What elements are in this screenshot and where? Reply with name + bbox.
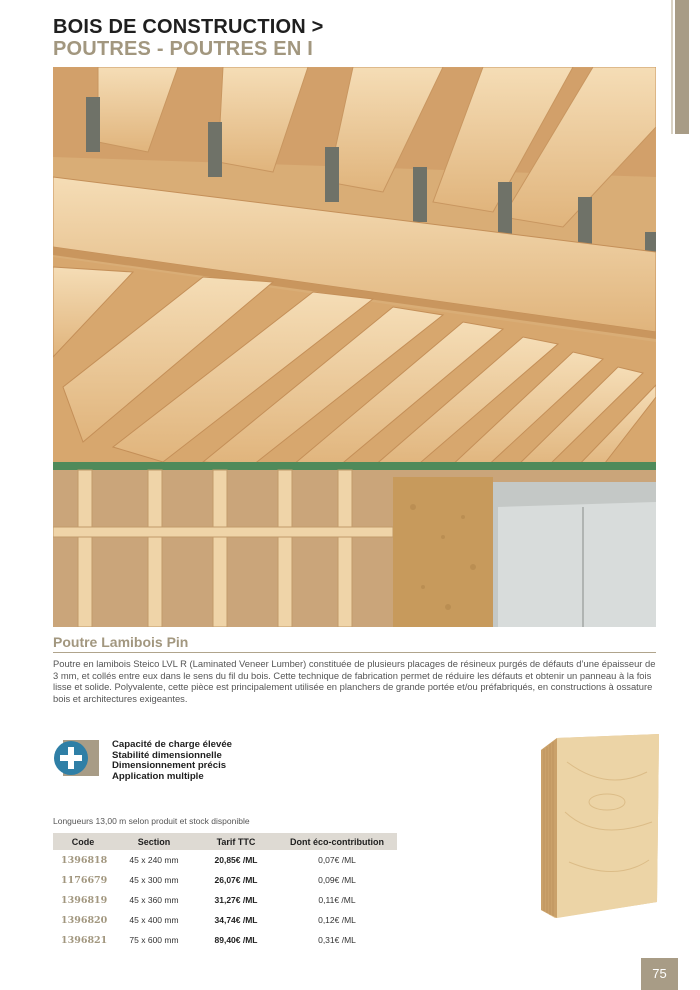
feature-item: Application multiple — [112, 770, 204, 782]
cell-tarif: 26,07€ /ML — [214, 875, 258, 885]
title-divider — [53, 652, 656, 653]
side-decor-bar — [675, 0, 689, 134]
feature-item: Capacité de charge élevée — [112, 739, 232, 750]
table-row — [53, 870, 397, 890]
cell-section: 45 x 240 mm — [129, 855, 179, 865]
subcategory-title: POUTRES - POUTRES EN I — [53, 38, 313, 60]
cell-eco: 0,07€ /ML — [318, 855, 356, 865]
plus-icon — [53, 740, 99, 776]
cell-code: 1396818 — [61, 854, 108, 866]
category-title: BOIS DE CONSTRUCTION > — [53, 16, 324, 38]
cell-eco: 0,12€ /ML — [318, 915, 356, 925]
feature-item: Stabilité dimensionnelle — [112, 749, 222, 761]
cell-code: 1176679 — [61, 874, 108, 886]
cell-section: 75 x 600 mm — [129, 935, 179, 945]
feature-item: Dimensionnement précis — [112, 760, 227, 771]
cell-eco: 0,31€ /ML — [318, 935, 356, 945]
cell-code: 1396820 — [61, 914, 108, 926]
product-title: Poutre Lamibois Pin — [53, 634, 189, 650]
col-header-tarif: Tarif TTC — [195, 833, 277, 850]
lvl-beam-image — [537, 732, 661, 920]
side-decor-line — [671, 0, 673, 134]
cell-tarif: 20,85€ /ML — [214, 855, 258, 865]
table-row — [53, 850, 397, 870]
cell-section: 45 x 300 mm — [129, 875, 179, 885]
feature-list — [112, 740, 232, 782]
cell-code: 1396821 — [61, 934, 108, 946]
table-row — [53, 910, 397, 930]
lengths-note: Longueurs 13,00 m selon produit et stock disponible — [53, 816, 250, 826]
col-header-eco: Dont éco-contribution — [277, 833, 397, 850]
cell-section: 45 x 360 mm — [129, 895, 179, 905]
cell-code: 1396819 — [61, 894, 108, 906]
page-number: 75 — [641, 958, 678, 990]
cell-tarif: 31,27€ /ML — [214, 895, 258, 905]
table-row — [53, 890, 397, 910]
cell-tarif: 34,74€ /ML — [214, 915, 258, 925]
cell-eco: 0,11€ /ML — [318, 895, 356, 905]
table-row — [53, 930, 397, 950]
cell-tarif: 89,40€ /ML — [214, 935, 258, 945]
product-description: Poutre en lamibois Steico LVL R (Laminated Veneer Lumber) constituée de plusieurs placages de résineux purgés de défauts d’une épaisseur de 3 mm, et collés entre eux dans le sens du fil du bois. Cette technique de fabrication permet de réduire les défauts et obtenir un panneau à la fois lisse et solide. Polyvalente, cette pièce est principalement utilisée en planchers de grande portée et/ou préfabriqués, en constructions à ossature bois et architectures exigeantes. — [53, 658, 656, 704]
col-header-section: Section — [113, 833, 195, 850]
cell-section: 45 x 400 mm — [129, 915, 179, 925]
table-header-row — [53, 833, 397, 850]
ceiling-beams-photo — [53, 67, 656, 627]
price-table — [53, 833, 397, 950]
col-header-code: Code — [53, 833, 113, 850]
cell-eco: 0,09€ /ML — [318, 875, 356, 885]
